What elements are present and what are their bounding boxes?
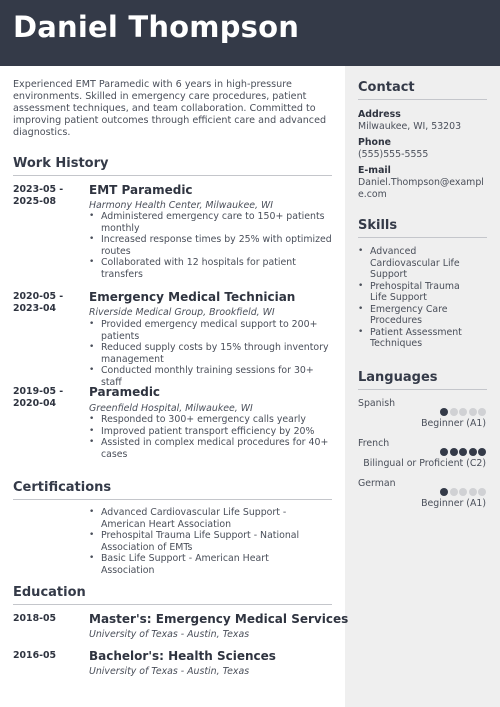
summary-text: Experienced EMT Paramedic with 6 years in high-pressure environments. Skilled in emergency care procedures, patient assessment techniques, and team collaboration. Committed to improving patient outcomes through efficient care and advanced diagnostics. xyxy=(13,79,327,138)
job-bullets xyxy=(89,319,334,388)
work-history-divider xyxy=(13,175,332,176)
list-item: • Administered emergency care to 150+ patients monthly xyxy=(89,211,334,234)
rating-dot xyxy=(478,488,486,496)
contact-divider xyxy=(358,99,487,100)
language-rating xyxy=(440,488,486,496)
list-item: • Emergency Care Procedures xyxy=(358,304,473,327)
language-name: German xyxy=(358,478,396,489)
education-divider xyxy=(13,604,332,605)
list-item: • Conducted monthly training sessions for 30+ staff xyxy=(89,365,334,388)
job-date: 2019-05 - 2020-04 xyxy=(13,386,64,409)
list-item: • Increased response times by 25% with optimized routes xyxy=(89,234,334,257)
job-employer: Greenfield Hospital, Milwaukee, WI xyxy=(89,403,253,414)
language-level: Beginner (A1) xyxy=(421,418,486,429)
list-item: • Improved patient transport efficiency by 20% xyxy=(89,426,334,438)
languages-title: Languages xyxy=(358,370,438,385)
certifications-divider xyxy=(13,499,332,500)
address-value: Milwaukee, WI, 53203 xyxy=(358,121,462,132)
address-label: Address xyxy=(358,109,401,120)
rating-dot xyxy=(469,488,477,496)
phone-value: (555)555-5555 xyxy=(358,149,429,160)
contact-title: Contact xyxy=(358,80,415,95)
list-item: • Basic Life Support - American Heart Association xyxy=(89,553,311,576)
job-title: EMT Paramedic xyxy=(89,183,193,197)
skills-title: Skills xyxy=(358,218,398,233)
list-item: • Prehospital Trauma Life Support xyxy=(358,281,473,304)
job-date: 2023-05 - 2025-08 xyxy=(13,184,64,207)
sidebar-panel xyxy=(345,66,500,707)
job-employer: Harmony Health Center, Milwaukee, WI xyxy=(89,200,274,211)
job-employer: Riverside Medical Group, Brookfield, WI xyxy=(89,307,275,318)
job-title: Paramedic xyxy=(89,385,161,399)
education-date: 2018-05 xyxy=(13,613,57,624)
language-rating xyxy=(440,408,486,416)
list-item: • Advanced Cardiovascular Life Support - American Heart Association xyxy=(89,507,311,530)
rating-dot xyxy=(450,488,458,496)
list-item: • Responded to 300+ emergency calls yearly xyxy=(89,414,334,426)
skills-divider xyxy=(358,237,487,238)
rating-dot xyxy=(469,408,477,416)
education-date: 2016-05 xyxy=(13,650,57,661)
rating-dot xyxy=(469,448,477,456)
rating-dot xyxy=(450,408,458,416)
list-item: • Reduced supply costs by 15% through inventory management xyxy=(89,342,334,365)
phone-label: Phone xyxy=(358,137,392,148)
rating-dot xyxy=(459,488,467,496)
language-rating xyxy=(440,448,486,456)
education-degree: Bachelor's: Health Sciences xyxy=(89,649,276,663)
education-school: University of Texas - Austin, Texas xyxy=(89,666,250,677)
rating-dot xyxy=(478,408,486,416)
job-bullets xyxy=(89,414,334,460)
education-title: Education xyxy=(13,585,86,600)
list-item: • Assisted in complex medical procedures for 40+ cases xyxy=(89,437,334,460)
rating-dot xyxy=(440,448,448,456)
rating-dot xyxy=(440,408,448,416)
list-item: • Prehospital Trauma Life Support - National Association of EMTs xyxy=(89,530,311,553)
language-level: Bilingual or Proficient (C2) xyxy=(363,458,486,469)
candidate-name: Daniel Thompson xyxy=(13,10,300,44)
education-school: University of Texas - Austin, Texas xyxy=(89,629,250,640)
job-bullets xyxy=(89,211,334,280)
certifications-title: Certifications xyxy=(13,480,112,495)
skills-list xyxy=(358,246,473,350)
list-item: • Patient Assessment Techniques xyxy=(358,327,473,350)
list-item: • Collaborated with 12 hospitals for patient transfers xyxy=(89,257,334,280)
rating-dot xyxy=(459,448,467,456)
email-label: E-mail xyxy=(358,165,391,176)
language-name: Spanish xyxy=(358,398,396,409)
rating-dot xyxy=(440,488,448,496)
rating-dot xyxy=(478,448,486,456)
list-item: • Provided emergency medical support to 200+ patients xyxy=(89,319,334,342)
list-item: • Advanced Cardiovascular Life Support xyxy=(358,246,473,281)
certifications-list xyxy=(89,507,311,576)
rating-dot xyxy=(450,448,458,456)
email-link[interactable]: Daniel.Thompson@example.com xyxy=(358,177,484,200)
rating-dot xyxy=(459,408,467,416)
language-name: French xyxy=(358,438,390,449)
work-history-title: Work History xyxy=(13,156,109,171)
job-title: Emergency Medical Technician xyxy=(89,290,296,304)
education-degree: Master's: Emergency Medical Services xyxy=(89,612,349,626)
header-banner xyxy=(0,0,500,66)
languages-divider xyxy=(358,389,487,390)
job-date: 2020-05 - 2023-04 xyxy=(13,291,64,314)
language-level: Beginner (A1) xyxy=(421,498,486,509)
